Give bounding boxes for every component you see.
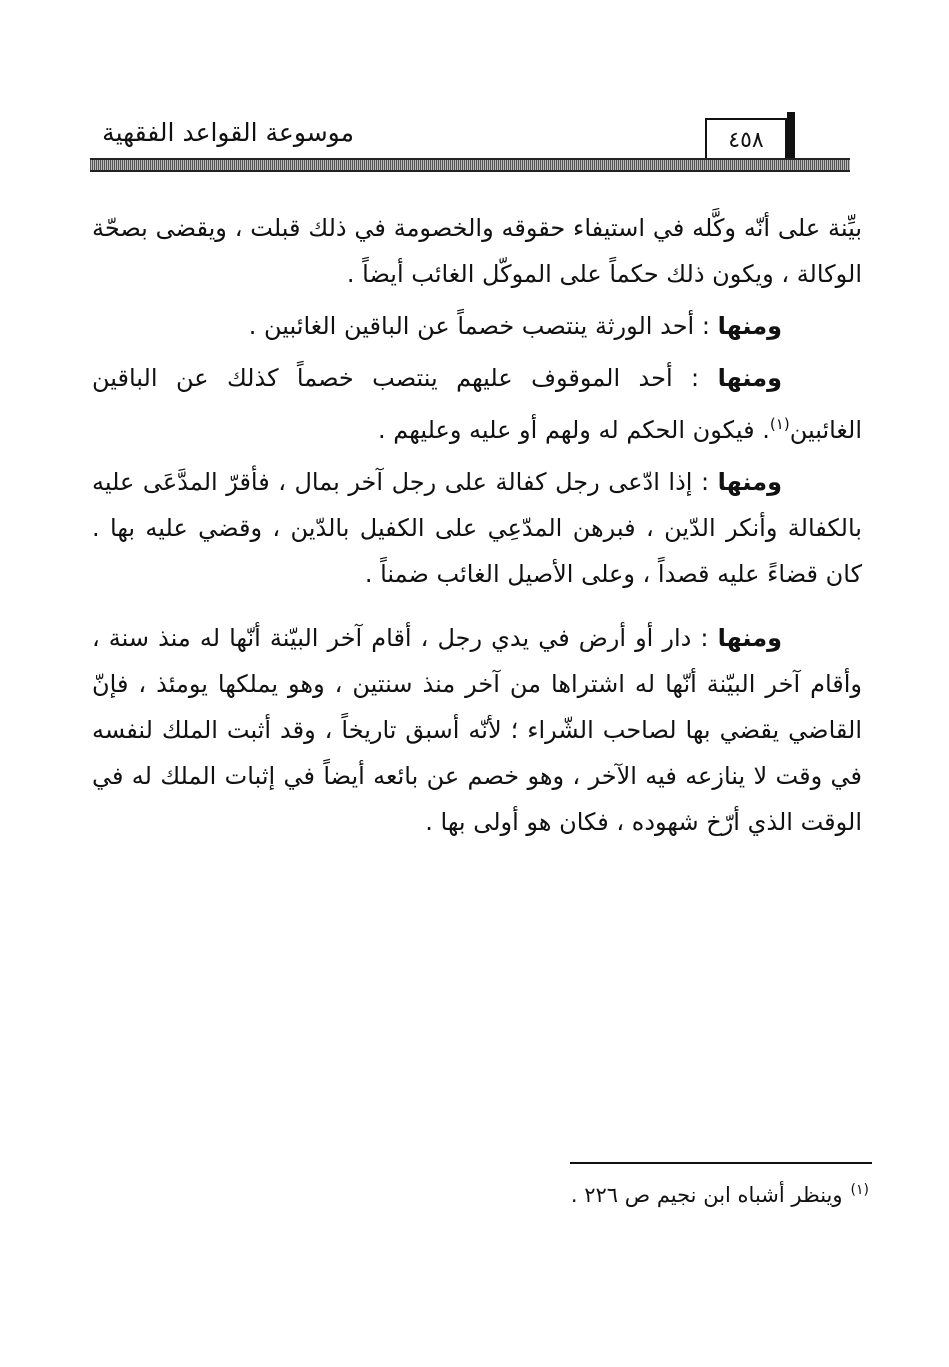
paragraph-4 bbox=[92, 459, 862, 597]
paragraph-lead: ومنها bbox=[717, 624, 782, 652]
footnote-rule bbox=[570, 1162, 872, 1164]
running-title: موسوعة القواعد الفقهية bbox=[102, 118, 354, 147]
footnote-text: وينظر أشباه ابن نجيم ص ٢٢٦ . bbox=[570, 1183, 843, 1207]
paragraph-3 bbox=[92, 355, 862, 453]
paragraph-text: بيِّنة على أنّه وكَّله في استيفاء حقوقه والخصومة في ذلك قبلت ، ويقضى بصحّة الوكالة ، ويكون ذلك حكماً على الموكّل الغائب أيضاً . bbox=[92, 214, 862, 288]
footnote-reference[interactable]: (١) bbox=[769, 415, 790, 433]
header-rule bbox=[90, 158, 850, 172]
paragraph-text: : أحد الموقوف عليهم ينتصب خصماً كذلك عن الباقين الغائبين bbox=[92, 364, 862, 444]
body-text bbox=[92, 205, 862, 851]
paragraph-lead: ومنها bbox=[717, 468, 782, 496]
footnote-marker: (١) bbox=[850, 1182, 869, 1198]
paragraph-text: : إذا ادّعى رجل كفالة على رجل آخر بمال ، فأقرّ المدَّعَى عليه بالكفالة وأنكر الدّين ، فبرهن المدّعِي على الكفيل بالدّين ، وقضي عليه بها . كان قضاءً عليه قصداً ، وعلى الأصيل الغائب ضمناً . bbox=[92, 468, 862, 588]
paragraph-5 bbox=[92, 615, 862, 845]
paragraph-2 bbox=[92, 303, 862, 349]
paragraph-text: : أحد الورثة ينتصب خصماً عن الباقين الغائبين . bbox=[248, 312, 718, 340]
footnote bbox=[571, 1182, 869, 1207]
paragraph-text-continued: . فيكون الحكم له ولهم أو عليه وعليهم . bbox=[378, 416, 770, 444]
page-number: ٤٥٨ bbox=[705, 118, 787, 162]
paragraph-lead: ومنها bbox=[717, 312, 782, 340]
paragraph-text: : دار أو أرض في يدي رجل ، أقام آخر البيّنة أنّها له منذ سنة ، وأقام آخر البيّنة أنّها له اشتراها من آخر منذ سنتين ، وهو يملكها يومئذ ، فإنّ القاضي يقضي بها لصاحب الشّراء ؛ لأنّه أسبق تاريخاً ، وقد أثبت الملك لنفسه في وقت لا ينازعه فيه الآخر ، وهو خصم عن بائعه أيضاً في إثبات الملك له في الوقت الذي أرّخ شهوده ، فكان هو أولى بها . bbox=[92, 624, 862, 836]
page-number-box-shadow bbox=[787, 112, 795, 164]
paragraph-1 bbox=[92, 205, 862, 297]
paragraph-lead: ومنها bbox=[717, 364, 782, 392]
